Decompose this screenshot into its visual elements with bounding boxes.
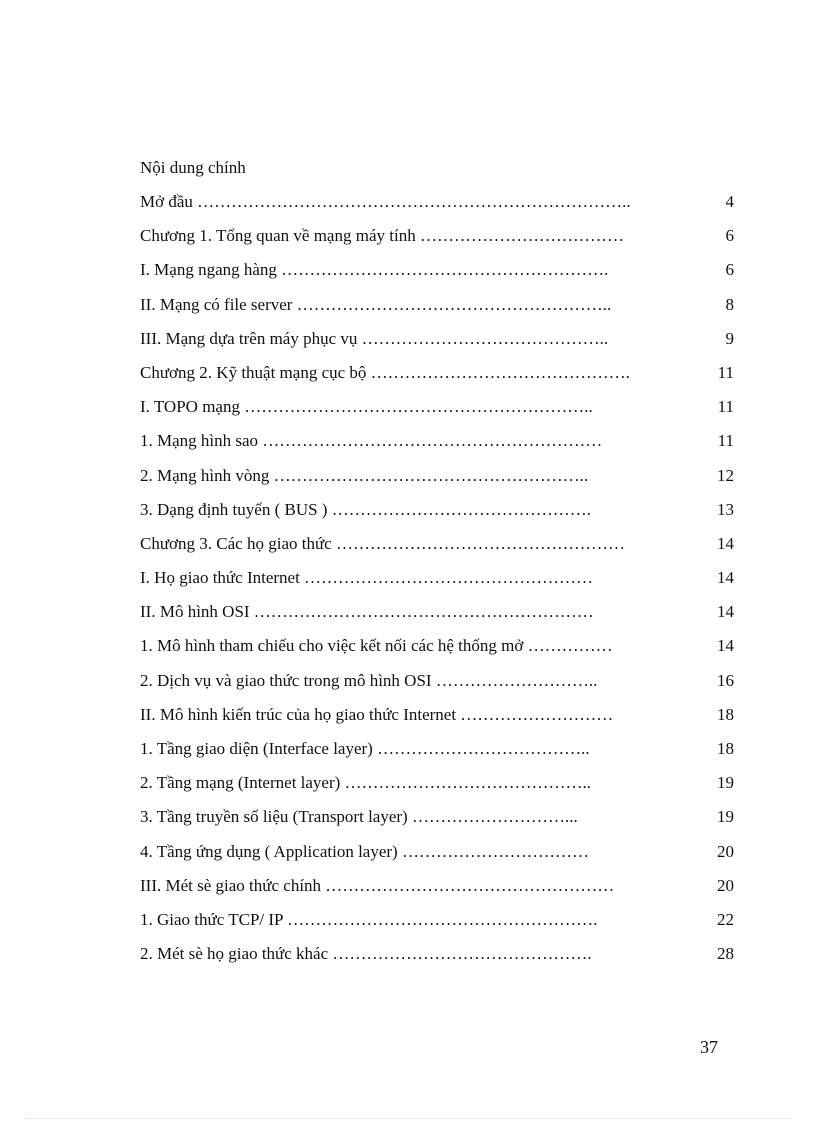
toc-entry-label: 2. Dịch vụ và giao thức trong mô hình OSI ………………………..: [140, 670, 598, 690]
toc-entry: [140, 800, 740, 834]
toc-entry-page: 11: [717, 397, 734, 417]
toc-entry: [140, 322, 740, 356]
toc-entry-page: 20: [717, 875, 734, 895]
toc-entry-page: 9: [725, 328, 734, 348]
toc-entry-page: 11: [717, 362, 734, 382]
toc-entry-page: 14: [717, 533, 734, 553]
toc-entry: [140, 629, 740, 663]
toc-entry-label: 1. Mô hình tham chiếu cho việc kết nối các hệ thống mở ……………: [140, 636, 613, 656]
toc-entry-page: 8: [725, 294, 734, 314]
toc-entry: [140, 732, 740, 766]
toc-entry: [140, 903, 740, 937]
toc-entry-label: II. Mô hình kiến trúc của họ giao thức Internet ………………………: [140, 704, 614, 724]
toc-entry: [140, 835, 740, 869]
toc-entry-label: 2. Mét sè họ giao thức khác ……………………………………….: [140, 944, 592, 964]
toc-entry-page: 12: [717, 465, 734, 485]
toc-entry-page: 13: [717, 499, 734, 519]
toc-entry-page: 16: [717, 670, 734, 690]
toc-entry: [140, 698, 740, 732]
toc-entry-page: 19: [717, 773, 734, 793]
toc-entry-page: 14: [717, 636, 734, 656]
toc-entry-label: 4. Tầng ứng dụng ( Application layer) ……………………………: [140, 841, 589, 861]
toc-entry-page: 19: [717, 807, 734, 827]
toc-entry-page: 18: [717, 704, 734, 724]
toc-entry: [140, 390, 740, 424]
toc-entry-list: [140, 185, 740, 971]
toc-entry: [140, 595, 740, 629]
toc-entry-label: II. Mô hình OSI ……………………………………………………: [140, 602, 594, 622]
toc-entry: [140, 219, 740, 253]
toc-entry-page: 18: [717, 739, 734, 758]
toc-entry-label: 2. Mạng hình vòng ………………………………………………..: [140, 465, 589, 485]
toc-entry-label: Chương 2. Kỹ thuật mạng cục bộ ……………………………………….: [140, 362, 630, 382]
toc-entry-label: 1. Mạng hình sao ……………………………………………………: [140, 431, 603, 451]
toc-entry-page: 14: [717, 602, 734, 622]
toc-entry: [140, 185, 740, 219]
toc-entry: [140, 561, 740, 595]
toc-entry-label: 3. Tầng truyền số liệu (Transport layer) ………………………...: [140, 807, 578, 827]
toc-entry: [140, 869, 740, 903]
toc-entry-label: I. Họ giao thức Internet ……………………………………………: [140, 568, 594, 588]
toc-entry: [140, 424, 740, 458]
page-number: 37: [700, 1037, 718, 1057]
toc-entry: [140, 664, 740, 698]
toc-entry: [140, 356, 740, 390]
toc-entry-label: III. Mạng dựa trên máy phục vụ ……………………………………..: [140, 328, 609, 348]
toc-entry-label: Chương 1. Tổng quan về mạng máy tính ………………………………: [140, 226, 624, 246]
toc-heading: Nội dung chính: [140, 158, 246, 177]
toc-entry-label: 3. Dạng định tuyến ( BUS ) ……………………………………….: [140, 499, 591, 519]
toc-entry-label: I. Mạng ngang hàng ………………………………………………….: [140, 260, 609, 280]
toc-entry-label: 1. Tầng giao diện (Interface layer) ………………………………..: [140, 739, 590, 758]
toc-entry: [140, 493, 740, 527]
toc-entry-page: 20: [717, 841, 734, 861]
toc-entry-label: 1. Giao thức TCP/ IP ……………………………………………….: [140, 909, 598, 929]
toc-entry-page: 11: [717, 431, 734, 451]
toc-entry-label: Chương 3. Các họ giao thức ……………………………………………: [140, 533, 625, 553]
toc-entry-page: 14: [717, 568, 734, 588]
toc-entry: [140, 288, 740, 322]
toc-entry-label: I. TOPO mạng ……………………………………………………..: [140, 397, 593, 417]
toc-entry-label: II. Mạng có file server ………………………………………………..: [140, 294, 612, 314]
table-of-contents: [140, 151, 740, 971]
toc-entry-label: Mở đầu …………………………………………………………………..: [140, 192, 631, 211]
toc-entry: [140, 253, 740, 287]
toc-entry-page: 6: [725, 226, 734, 246]
toc-entry: [140, 937, 740, 971]
toc-entry-page: 22: [717, 909, 734, 929]
toc-entry-page: 6: [725, 260, 734, 280]
toc-entry: [140, 766, 740, 800]
toc-entry: [140, 527, 740, 561]
toc-entry-label: III. Mét sè giao thức chính ……………………………………………: [140, 875, 615, 895]
toc-entry-label: 2. Tầng mạng (Internet layer) ……………………………………..: [140, 773, 592, 793]
toc-entry-page: 28: [717, 944, 734, 964]
toc-entry: [140, 459, 740, 493]
toc-entry-page: 4: [725, 192, 734, 211]
bottom-divider: [24, 1118, 792, 1119]
